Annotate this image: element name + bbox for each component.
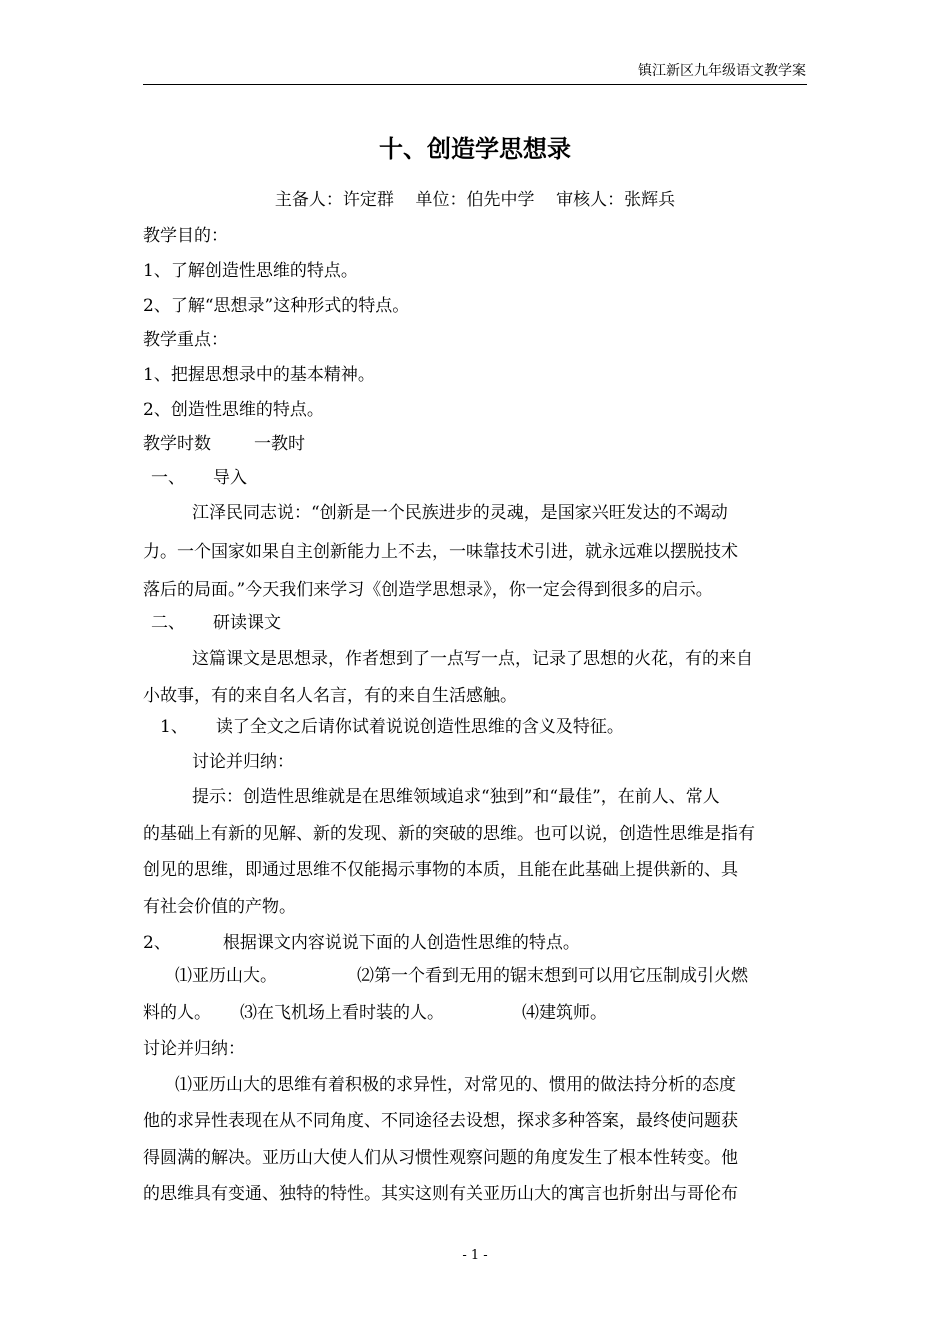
teaching-hours [143, 432, 305, 456]
hours-label: 教学时数 [143, 434, 211, 454]
section-heading [151, 466, 247, 490]
goals-heading: 教学目的： [143, 226, 228, 246]
question-text: 读了全文之后请你试着说说创造性思维的含义及特征。 [215, 717, 624, 737]
page-number: - 1 - [462, 1248, 488, 1263]
question-text: 根据课文内容说说下面的人创造性思维的特点。 [222, 933, 580, 953]
byline-text: 主备人：许定群 单位：伯先中学 审核人：张辉兵 [274, 190, 676, 210]
hint-line: 有社会价值的产物。 [143, 897, 296, 917]
answer-line: ⑴亚历山大的思维有着积极的求异性，对常见的、惯用的做法持分析的态度 [175, 1075, 736, 1095]
option-3: ⑶在飞机场上看时装的人。 [240, 1003, 444, 1023]
paragraph-line: 这篇课文是思想录，作者想到了一点写一点，记录了思想的火花，有的来自 [192, 649, 753, 669]
paragraph-line: 小故事，有的来自名人名言，有的来自生活感触。 [143, 686, 517, 706]
section-number: 一、 [151, 468, 185, 488]
paragraph-line: 落后的局面。”今天我们来学习《创造学思想录》，你一定会得到很多的启示。 [143, 580, 713, 600]
answer-line: 的思维具有变通、独特的特性。其实这则有关亚历山大的寓言也折射出与哥伦布 [143, 1184, 738, 1204]
document-title: 十、创造学思想录 [379, 134, 571, 163]
section-number: 二、 [151, 613, 185, 633]
paragraph-line: 江泽民同志说：“创新是一个民族进步的灵魂，是国家兴旺发达的不竭动 [192, 503, 728, 523]
question-heading [160, 715, 624, 739]
goal-item: 2、了解“思想录”这种形式的特点。 [143, 296, 410, 316]
hint-line: 提示：创造性思维就是在思维领域追求“独到”和“最佳”，在前人、常人 [192, 787, 720, 807]
option-1: ⑴亚历山大。 [175, 966, 277, 986]
byline [143, 188, 807, 212]
answer-line: 他的求异性表现在从不同角度、不同途径去设想，探求多种答案，最终使问题获 [143, 1111, 738, 1131]
section-title: 研读课文 [213, 613, 281, 633]
key-points-heading: 教学重点： [143, 330, 228, 350]
discuss-label: 讨论并归纳： [143, 1039, 245, 1059]
paragraph-line: 力。一个国家如果自主创新能力上不去，一味靠技术引进，就永远难以摆脱技术 [143, 542, 738, 562]
key-point-item: 2、创造性思维的特点。 [143, 400, 324, 420]
hint-line: 创见的思维，即通过思维不仅能揭示事物的本质，且能在此基础上提供新的、具 [143, 860, 738, 880]
hours-value: 一教时 [254, 434, 305, 454]
question-number: 1、 [160, 717, 188, 737]
option-2: ⑵第一个看到无用的锯末想到可以用它压制成引火燃 [357, 966, 748, 986]
header-rule [143, 84, 807, 85]
key-point-item: 1、把握思想录中的基本精神。 [143, 365, 375, 385]
header-text: 镇江新区九年级语文教学案 [638, 63, 806, 79]
hint-line: 的基础上有新的见解、新的发现、新的突破的思维。也可以说，创造性思维是指有 [143, 824, 755, 844]
option-2-continued: 料的人。 [143, 1003, 211, 1023]
option-4: ⑷建筑师。 [522, 1003, 607, 1023]
discuss-label: 讨论并归纳： [192, 752, 294, 772]
goal-item: 1、了解创造性思维的特点。 [143, 261, 358, 281]
section-title: 导入 [213, 468, 247, 488]
question-heading [143, 931, 580, 955]
section-heading [151, 611, 281, 635]
question-number: 2、 [143, 933, 171, 953]
answer-line: 得圆满的解决。亚历山大使人们从习惯性观察问题的角度发生了根本性转变。他 [143, 1148, 738, 1168]
